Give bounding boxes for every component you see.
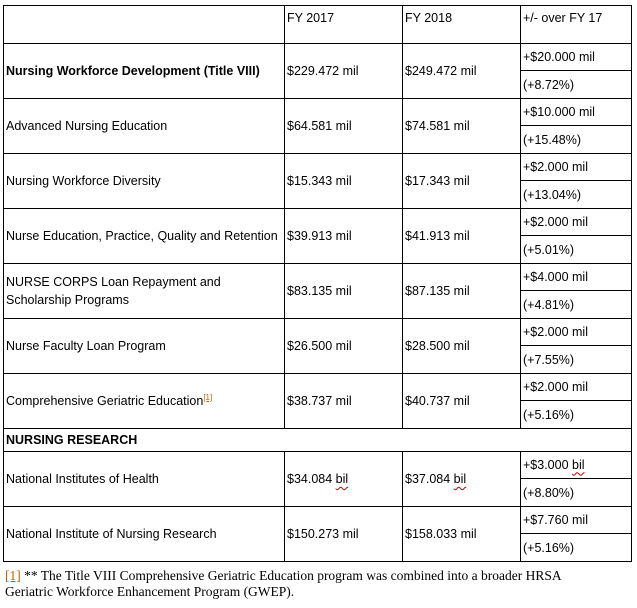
table-row xyxy=(4,44,632,99)
change-amount: +$2.000 mil xyxy=(521,322,631,346)
table-row xyxy=(4,99,632,154)
change-percent: (+4.81%) xyxy=(523,297,575,312)
fy2018-value: $158.033 mil xyxy=(403,507,521,562)
table-row xyxy=(4,452,632,507)
change-cell xyxy=(521,374,632,429)
change-unit: bil xyxy=(572,457,585,472)
change-cell xyxy=(521,99,632,154)
header-blank-cell xyxy=(4,6,285,44)
program-name: NURSE CORPS Loan Repayment and Scholarship Programs xyxy=(4,264,285,319)
change-amount: +$2.000 mil xyxy=(521,212,631,236)
change-percent: (+15.48%) xyxy=(523,132,582,147)
change-percent: (+5.16%) xyxy=(523,540,575,555)
fy2018-value: $74.581 mil xyxy=(403,99,521,154)
change-cell xyxy=(521,319,632,374)
change-amount: +$2.000 mil xyxy=(521,377,631,401)
change-percent: (+13.04%) xyxy=(523,187,582,202)
change-amount: +$10.000 mil xyxy=(521,102,631,126)
change-amount xyxy=(521,455,631,479)
fy2017-value: $38.737 mil xyxy=(285,374,403,429)
change-cell xyxy=(521,209,632,264)
program-name: Nurse Faculty Loan Program xyxy=(4,319,285,374)
change-cell xyxy=(521,154,632,209)
program-name: Nurse Education, Practice, Quality and Retention xyxy=(4,209,285,264)
fy2017-value: $15.343 mil xyxy=(285,154,403,209)
change-number: +$3.000 xyxy=(523,457,569,472)
fy2018-number: $37.084 xyxy=(405,472,451,486)
program-name: National Institutes of Health xyxy=(4,452,285,507)
table-row xyxy=(4,507,632,562)
fy2018-unit: bil xyxy=(453,472,467,486)
table-row xyxy=(4,264,632,319)
change-percent: (+8.80%) xyxy=(523,485,575,500)
footnote-text: ** The Title VIII Comprehensive Geriatric Education program was combined into a broader HRSA Geriatric Workforce Enhancement Program (GWEP). xyxy=(5,568,561,599)
change-amount: +$7.760 mil xyxy=(521,510,631,534)
change-percent: (+5.01%) xyxy=(523,242,575,257)
fy2017-value-cell xyxy=(285,452,403,507)
footnote-ref-link[interactable]: [1] xyxy=(203,392,213,402)
fy2018-value-cell xyxy=(403,452,521,507)
fy2017-value: $229.472 mil xyxy=(285,44,403,99)
fy2017-value: $64.581 mil xyxy=(285,99,403,154)
program-name: Comprehensive Geriatric Education xyxy=(6,394,204,408)
fy2018-value: $87.135 mil xyxy=(403,264,521,319)
header-fy2017: FY 2017 xyxy=(285,6,403,44)
header-fy2018: FY 2018 xyxy=(403,6,521,44)
table-row xyxy=(4,154,632,209)
fy2017-unit: bil xyxy=(335,472,349,486)
program-name-cell xyxy=(4,374,285,429)
fy2017-value: $39.913 mil xyxy=(285,209,403,264)
change-cell xyxy=(521,507,632,562)
table-header-row xyxy=(4,6,632,44)
section-row xyxy=(4,429,632,452)
fy2017-value: $150.273 mil xyxy=(285,507,403,562)
change-percent: (+5.16%) xyxy=(523,407,575,422)
table-row xyxy=(4,374,632,429)
footnote-backlink[interactable]: [1] xyxy=(5,568,21,583)
program-name: National Institute of Nursing Research xyxy=(4,507,285,562)
program-name: Nursing Workforce Diversity xyxy=(4,154,285,209)
section-heading: NURSING RESEARCH xyxy=(4,429,632,452)
change-amount: +$4.000 mil xyxy=(521,267,631,291)
fy2017-value: $83.135 mil xyxy=(285,264,403,319)
change-cell xyxy=(521,44,632,99)
change-percent: (+7.55%) xyxy=(523,352,575,367)
fy2017-number: $34.084 xyxy=(287,472,333,486)
change-amount: +$2.000 mil xyxy=(521,157,631,181)
change-cell xyxy=(521,264,632,319)
budget-table xyxy=(3,5,632,562)
fy2018-value: $28.500 mil xyxy=(403,319,521,374)
program-name: Advanced Nursing Education xyxy=(4,99,285,154)
change-percent: (+8.72%) xyxy=(523,77,575,92)
change-cell xyxy=(521,452,632,507)
fy2018-value: $40.737 mil xyxy=(403,374,521,429)
header-change: +/- over FY 17 xyxy=(521,6,632,44)
table-row xyxy=(4,319,632,374)
fy2018-value: $17.343 mil xyxy=(403,154,521,209)
fy2018-value: $249.472 mil xyxy=(403,44,521,99)
footnote xyxy=(5,568,605,600)
fy2017-value: $26.500 mil xyxy=(285,319,403,374)
program-name: Nursing Workforce Development (Title VIII) xyxy=(4,44,285,99)
fy2018-value: $41.913 mil xyxy=(403,209,521,264)
change-amount: +$20.000 mil xyxy=(521,47,631,71)
table-row xyxy=(4,209,632,264)
